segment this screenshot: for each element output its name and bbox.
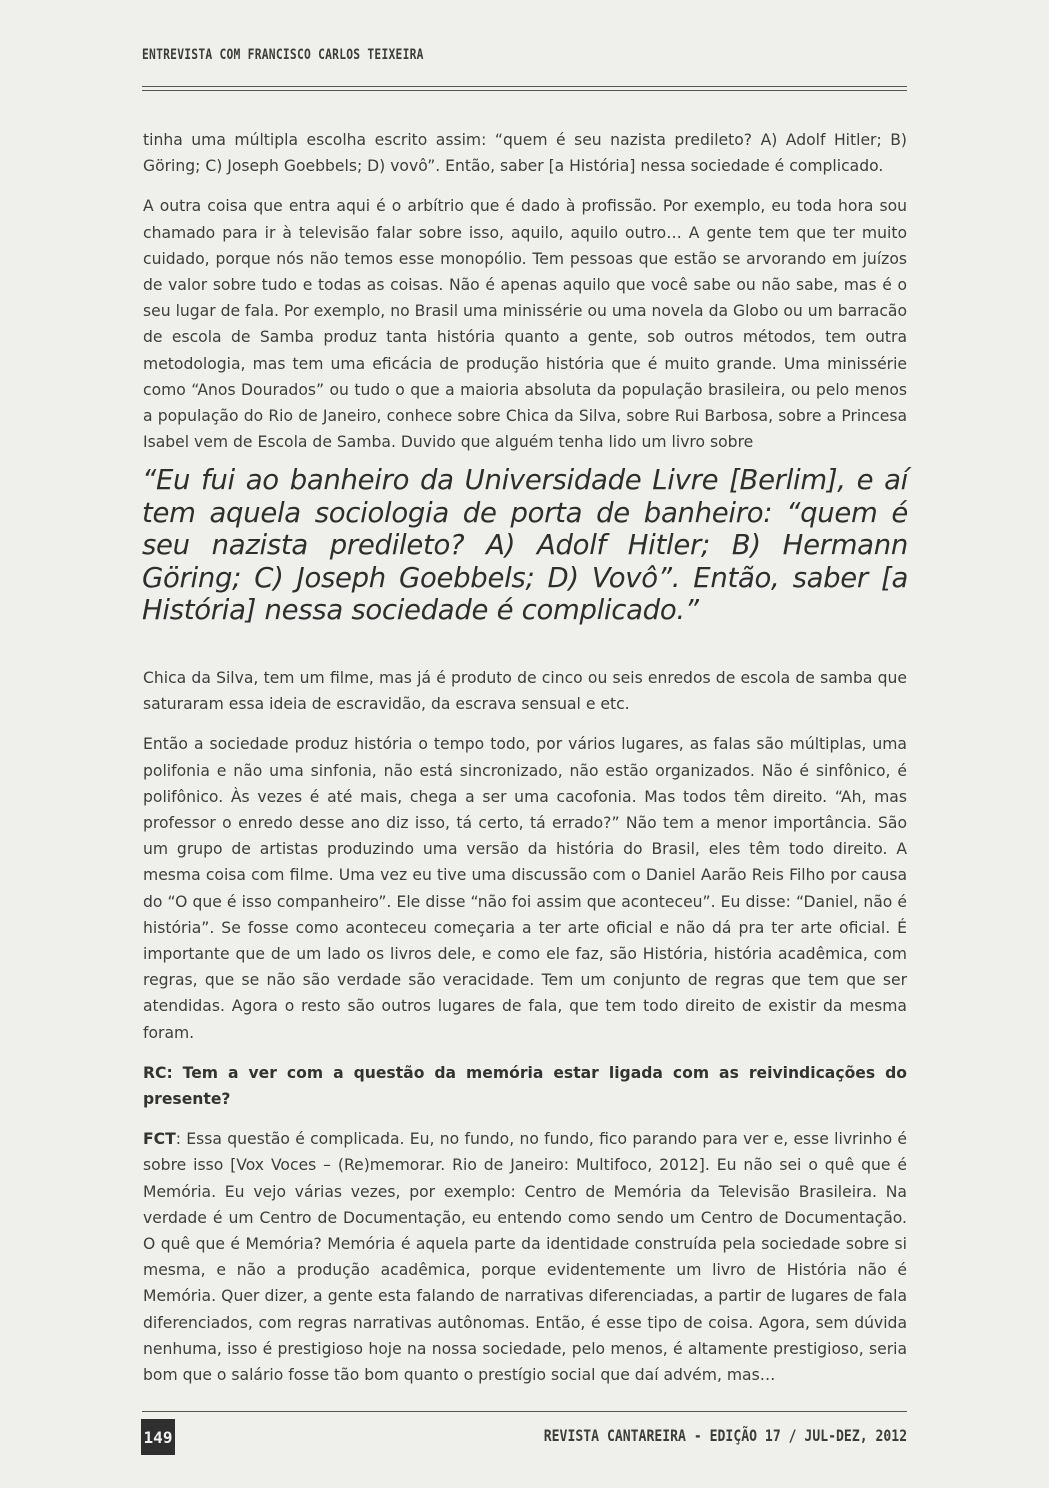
journal-citation: REVISTA CANTAREIRA - EDIÇÃO 17 / JUL-DEZ, 2012: [543, 1426, 907, 1445]
header-rule-bottom: [142, 90, 907, 91]
page-number: 149: [141, 1419, 175, 1455]
interview-question: [143, 1060, 907, 1112]
body-upper: [143, 127, 907, 469]
interview-answer: [143, 1126, 907, 1388]
header-rule-top: [142, 86, 907, 87]
speaker-label: FCT: [143, 1130, 176, 1149]
paragraph: A outra coisa que entra aqui é o arbítrio que é dado à profissão. Por exemplo, eu toda hora sou chamado para ir à televisão falar sobre isso, aquilo, aquilo outro… A gente tem que ter muito cuidado, porque nós não temos esse monopólio. Tem pessoas que estão se arvorando em juízos de valor sobre tudo e todas as coisas. Não é apenas aquilo que você sabe ou não sabe, mas é o seu lugar de fala. Por exemplo, no Brasil uma minissérie ou uma novela da Globo ou um barracão de escola de Samba produz tanta história quanto a gente, sob outros métodos, tem outra metodologia, mas tem uma eficácia de produção história que é muito grande. Uma minissérie como “Anos Dourados” ou tudo o que a maioria absoluta da população brasileira, ou pelo menos a população do Rio de Janeiro, conhece sobre Chica da Silva, sobre Rui Barbosa, sobre a Princesa Isabel vem de Escola de Samba. Duvido que alguém tenha lido um livro sobre: [143, 197, 907, 452]
paragraph: Chica da Silva, tem um filme, mas já é produto de cinco ou seis enredos de escola de samba que saturaram essa ideia de escravidão, da escrava sensual e etc.: [143, 669, 907, 714]
running-header: ENTREVISTA COM FRANCISCO CARLOS TEIXEIRA: [142, 47, 424, 63]
pull-quote: “Eu fui ao banheiro da Universidade Livre [Berlim], e aí tem aquela sociologia de porta de banheiro: “quem é seu nazista predileto? A) Adolf Hitler; B) Hermann Göring; C) Joseph Goebbels; D) Vovô”. Então, saber [a História] nessa sociedade é complicado.”: [142, 464, 908, 627]
answer-text: : Essa questão é complicada. Eu, no fundo, no fundo, fico parando para ver e, esse livrinho é sobre isso [Vox Voces – (Re)memorar. Rio de Janeiro: Multifoco, 2012]. Eu não sei o quê que é Memória. Eu vejo várias vezes, por exemplo: Centro de Memória da Televisão Brasileira. Na verdade é um Centro de Documentação, eu entendo como sendo um Centro de Documentação. O quê que é Memória? Memória é aquela parte da identidade construída pela sociedade sobre si mesma, e não a produção acadêmica, porque evidentemente um livro de História não é Memória. Quer dizer, a gente esta falando de narrativas diferenciadas, a partir de lugares de fala diferenciados, com regras narrativas autônomas. Então, é esse tipo de coisa. Agora, sem dúvida nenhuma, isso é prestigioso hoje na nossa sociedade, pelo menos, é altamente prestigioso, seria bom que o salário fosse tão bom quanto o prestígio social que daí advém, mas…: [143, 1130, 907, 1385]
footer-rule: [142, 1411, 907, 1412]
paragraph: Então a sociedade produz história o tempo todo, por vários lugares, as falas são múltiplas, uma polifonia e não uma sinfonia, não está sincronizado, não estão organizados. Não é sinfônico, é polifônico. Às vezes é até mais, chega a ser uma cacofonia. Mas todos têm direito. “Ah, mas professor o enredo desse ano diz isso, tá certo, tá errado?” Não tem a menor importância. São um grupo de artistas produzindo uma versão da história do Brasil, eles têm todo direito. A mesma coisa com filme. Uma vez eu tive uma discussão com o Daniel Aarão Reis Filho por causa do “O que é isso companheiro”. Ele disse “não foi assim que aconteceu”. Eu disse: “Daniel, não é história”. Se fosse como aconteceu começaria a ter arte oficial e não dá pra ter arte oficial. É importante que de um lado os livros dele, e como ele faz, são História, história acadêmica, com regras, que se não são verdade são veracidade. Tem um conjunto de regras que tem que ser atendidas. Agora o resto são outros lugares de fala, que tem todo direito de existir da mesma foram.: [143, 735, 907, 1042]
question-text: RC: Tem a ver com a questão da memória estar ligada com as reivindicações do presente?: [143, 1063, 907, 1109]
body-lower: [143, 665, 907, 1402]
paragraph: tinha uma múltipla escolha escrito assim: “quem é seu nazista predileto? A) Adolf Hitler; B) Göring; C) Joseph Goebbels; D) vovô”. Então, saber [a História] nessa sociedade é complicado.: [143, 131, 907, 176]
